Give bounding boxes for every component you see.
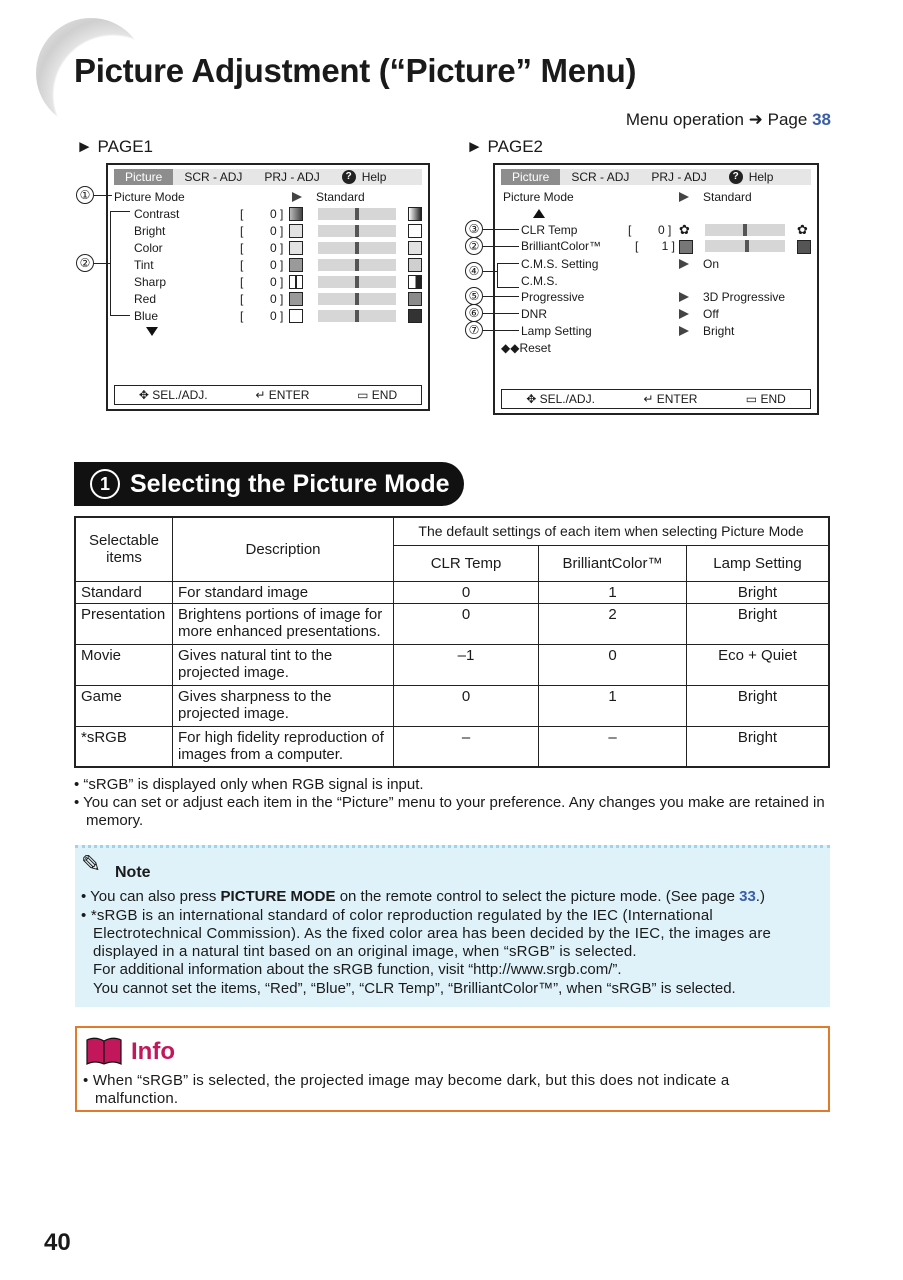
callout-line	[483, 271, 497, 272]
callout-line	[94, 263, 110, 264]
brilliantcolor-label: BrilliantColor™	[521, 239, 602, 253]
submenu-arrow-icon	[679, 326, 689, 336]
page-number: 40	[44, 1229, 71, 1256]
callout-line	[483, 246, 519, 247]
slider-knob[interactable]	[355, 208, 359, 220]
picture-mode-value[interactable]: Standard	[703, 190, 752, 204]
page-33-link[interactable]: 33	[739, 888, 756, 906]
clr-temp-slider[interactable]	[705, 224, 785, 236]
tab-prj-adj[interactable]: PRJ - ADJ	[264, 170, 320, 184]
slider-knob[interactable]	[355, 225, 359, 237]
color-low-icon	[289, 241, 303, 255]
tab-picture[interactable]: Picture	[114, 169, 173, 185]
bullet-item: • You can set or adjust each item in the “Picture” menu to your preference. Any changes you make are retained in memory.	[74, 794, 825, 829]
cell-lamp-setting: Bright	[687, 726, 830, 767]
picture-mode-table	[74, 516, 830, 768]
tab-scr-adj[interactable]: SCR - ADJ	[184, 170, 243, 184]
reset-item[interactable]: ◆◆Reset	[501, 341, 551, 355]
menu-operation-ref	[626, 110, 831, 130]
cell-clr-temp: 0	[394, 581, 539, 603]
blue-value: [ 0 ]	[240, 309, 284, 323]
slider-knob[interactable]	[355, 310, 359, 322]
page1-osd-screen	[106, 163, 430, 411]
cell-brilliantcolor: 2	[539, 603, 687, 644]
sharp-value: [ 0 ]	[240, 275, 284, 289]
header-lamp-setting: Lamp Setting	[687, 545, 830, 581]
cell-clr-temp: 0	[394, 685, 539, 726]
cell-item: Standard	[75, 581, 173, 603]
cms-setting-value[interactable]: On	[703, 257, 720, 271]
tab-help-label: Help	[361, 170, 387, 184]
cell-clr-temp: 0	[394, 603, 539, 644]
page-title: Picture Adjustment (“Picture” Menu)	[74, 52, 637, 89]
callout-3: ③	[465, 220, 483, 238]
callout-5: ⑤	[465, 287, 483, 305]
end-hint: ▭ END	[357, 388, 398, 402]
cell-item: Presentation	[75, 603, 173, 644]
lamp-setting-label: Lamp Setting	[521, 324, 592, 338]
clr-temp-label: CLR Temp	[521, 223, 578, 237]
header-description: Description	[173, 517, 394, 581]
red-high-icon	[408, 292, 422, 306]
contrast-high-icon	[408, 207, 422, 221]
menu-operation-text: Menu operation ➜ Page	[625, 110, 808, 129]
submenu-arrow-icon	[679, 192, 689, 202]
cell-brilliantcolor: 1	[539, 581, 687, 603]
header-selectable-items: Selectable items	[75, 517, 173, 581]
cell-description: For standard image	[173, 581, 394, 603]
clr-temp-high-icon: ✿	[797, 222, 808, 237]
contrast-low-icon	[289, 207, 303, 221]
header-clr-temp: CLR Temp	[394, 545, 539, 581]
callout-line	[483, 296, 519, 297]
bright-value: [ 0 ]	[240, 224, 284, 238]
header-default-settings: The default settings of each item when selecting Picture Mode	[394, 517, 830, 545]
sel-adj-hint: ✥ SEL./ADJ.	[526, 392, 595, 406]
note-item-cont: You cannot set the items, “Red”, “Blue”, “CLR Temp”, “BrilliantColor™”, when “sRGB” is selected.	[93, 979, 736, 997]
cell-brilliantcolor: –	[539, 726, 687, 767]
callout-1: ①	[76, 186, 94, 204]
note-list	[81, 888, 814, 998]
sharp-low-icon	[289, 275, 303, 289]
page1-tab-bar	[114, 169, 422, 185]
cell-lamp-setting: Bright	[687, 685, 830, 726]
red-label: Red	[134, 292, 157, 306]
brilliantcolor-slider[interactable]	[705, 240, 785, 252]
blue-low-icon	[289, 309, 303, 323]
page1-label: ► PAGE1	[76, 137, 153, 156]
info-text: • When “sRGB” is selected, the projected image may become dark, but this does not indicate a malfunction.	[83, 1072, 730, 1107]
page2-osd-screen	[493, 163, 819, 415]
callout-line	[110, 315, 130, 316]
callout-2: ②	[76, 254, 94, 272]
slider-knob[interactable]	[355, 276, 359, 288]
book-icon	[85, 1036, 123, 1066]
sharp-high-icon	[408, 275, 422, 289]
page2-label: ► PAGE2	[466, 137, 543, 156]
tab-help[interactable]	[331, 169, 398, 185]
cell-clr-temp: –	[394, 726, 539, 767]
menu-operation-page-link[interactable]: 38	[812, 110, 831, 129]
lamp-setting-value[interactable]: Bright	[703, 324, 735, 338]
contrast-slider[interactable]	[318, 208, 396, 220]
sel-adj-hint: ✥ SEL./ADJ.	[138, 388, 208, 402]
help-icon: ?	[342, 170, 356, 184]
progressive-value[interactable]: 3D Progressive	[703, 290, 786, 304]
callout-line	[483, 313, 519, 314]
brilliantcolor-low-icon	[679, 240, 693, 254]
progressive-label: Progressive	[521, 290, 585, 304]
clr-temp-value: [ 0 ]	[628, 223, 672, 237]
note-item: • *sRGB is an international standard of color reproduction regulated by the IEC (International Electrotechnical Commission). As the fixed color area has been decided by the IEC, the images are displayed in a natural tint based on an original image, when “sRGB” is selected.	[81, 906, 772, 961]
dnr-label: DNR	[521, 307, 547, 321]
blue-high-icon	[408, 309, 422, 323]
page2-osd-footer	[501, 389, 811, 409]
tab-help[interactable]	[718, 169, 785, 185]
note-title-text: Note	[115, 864, 151, 881]
blue-slider[interactable]	[318, 310, 396, 322]
section-number: 1	[90, 469, 120, 499]
cell-brilliantcolor: 0	[539, 644, 687, 685]
cell-lamp-setting: Eco + Quiet	[687, 644, 830, 685]
tint-high-icon	[408, 258, 422, 272]
help-icon: ?	[729, 170, 743, 184]
note-title	[81, 851, 814, 882]
sharp-label: Sharp	[134, 275, 167, 289]
header-brilliantcolor: BrilliantColor™	[539, 545, 687, 581]
table-row	[75, 581, 829, 603]
callout-line	[483, 229, 519, 230]
tint-slider[interactable]	[318, 259, 396, 271]
cell-description: Gives natural tint to the projected image.	[173, 644, 394, 685]
contrast-label: Contrast	[134, 207, 180, 221]
end-hint: ▭ END	[745, 392, 786, 406]
red-slider[interactable]	[318, 293, 396, 305]
cms-label[interactable]: C.M.S.	[521, 274, 558, 288]
callout-line	[94, 195, 112, 196]
info-title: Info	[131, 1038, 175, 1065]
tint-low-icon	[289, 258, 303, 272]
page2-tab-bar	[501, 169, 811, 185]
slider-knob[interactable]	[355, 259, 359, 271]
slider-knob[interactable]	[355, 242, 359, 254]
bright-label: Bright	[134, 224, 166, 238]
bright-slider[interactable]	[318, 225, 396, 237]
tab-prj-adj[interactable]: PRJ - ADJ	[651, 170, 707, 184]
callout-line	[497, 287, 519, 288]
tab-picture[interactable]: Picture	[501, 169, 560, 185]
note-item: • You can also press PICTURE MODE on the remote control to select the picture mode. (See page 33.)	[81, 888, 765, 906]
note-box	[75, 845, 830, 1007]
cell-lamp-setting: Bright	[687, 581, 830, 603]
callout-7: ⑦	[465, 321, 483, 339]
color-slider[interactable]	[318, 242, 396, 254]
tab-scr-adj[interactable]: SCR - ADJ	[571, 170, 630, 184]
submenu-arrow-icon	[292, 192, 302, 202]
blue-label: Blue	[134, 309, 159, 323]
table-row	[75, 644, 829, 685]
submenu-arrow-icon	[679, 292, 689, 302]
brilliantcolor-high-icon	[797, 240, 811, 254]
bullet-notes	[74, 776, 834, 830]
callout-bracket	[497, 263, 498, 287]
submenu-arrow-icon	[679, 309, 689, 319]
picture-mode-label: Picture Mode	[114, 190, 185, 204]
callout-2b: ②	[465, 237, 483, 255]
enter-hint: ↵ ENTER	[255, 388, 310, 402]
tint-value: [ 0 ]	[240, 258, 284, 272]
callout-6: ⑥	[465, 304, 483, 322]
tint-label: Tint	[134, 258, 154, 272]
color-high-icon	[408, 241, 422, 255]
slider-knob[interactable]	[745, 240, 749, 252]
callout-line	[497, 263, 519, 264]
info-box	[75, 1026, 830, 1112]
cell-lamp-setting: Bright	[687, 603, 830, 644]
slider-knob[interactable]	[743, 224, 747, 236]
cell-item: *sRGB	[75, 726, 173, 767]
submenu-arrow-icon	[679, 259, 689, 269]
bullet-item: • “sRGB” is displayed only when RGB signal is input.	[74, 776, 424, 793]
picture-mode-button-name: PICTURE MODE	[220, 888, 336, 906]
callout-4: ④	[465, 262, 483, 280]
scroll-up-icon[interactable]	[533, 209, 545, 218]
pencil-icon: ✎	[81, 851, 102, 878]
cell-item: Movie	[75, 644, 173, 685]
note-item-cont: For additional information about the sRGB function, visit “http://www.srgb.com/”.	[93, 961, 622, 979]
cms-setting-label: C.M.S. Setting	[521, 257, 599, 271]
bright-low-icon	[289, 224, 303, 238]
callout-line	[110, 211, 130, 212]
enter-hint: ↵ ENTER	[643, 392, 698, 406]
cell-item: Game	[75, 685, 173, 726]
clr-temp-low-icon: ✿	[679, 222, 690, 237]
callout-line	[483, 330, 519, 331]
picture-mode-value[interactable]: Standard	[316, 190, 365, 204]
tab-help-label: Help	[748, 170, 774, 184]
color-label: Color	[134, 241, 163, 255]
scroll-down-icon[interactable]	[146, 327, 158, 336]
cell-clr-temp: –1	[394, 644, 539, 685]
table-row	[75, 603, 829, 644]
red-value: [ 0 ]	[240, 292, 284, 306]
slider-knob[interactable]	[355, 293, 359, 305]
sharp-slider[interactable]	[318, 276, 396, 288]
brilliantcolor-value: [ 1 ]	[635, 239, 676, 253]
section-heading	[74, 462, 464, 506]
section-title: Selecting the Picture Mode	[130, 469, 450, 498]
dnr-value[interactable]: Off	[703, 307, 719, 321]
cell-description: Brightens portions of image for more enhanced presentations.	[173, 603, 394, 644]
contrast-value: [ 0 ]	[240, 207, 284, 221]
color-value: [ 0 ]	[240, 241, 284, 255]
cell-description: Gives sharpness to the projected image.	[173, 685, 394, 726]
bright-high-icon	[408, 224, 422, 238]
page1-osd-footer	[114, 385, 422, 405]
picture-mode-label: Picture Mode	[503, 190, 574, 204]
cell-brilliantcolor: 1	[539, 685, 687, 726]
table-row	[75, 685, 829, 726]
callout-bracket	[110, 211, 111, 315]
red-low-icon	[289, 292, 303, 306]
table-row	[75, 726, 829, 767]
cell-description: For high fidelity reproduction of images from a computer.	[173, 726, 394, 767]
